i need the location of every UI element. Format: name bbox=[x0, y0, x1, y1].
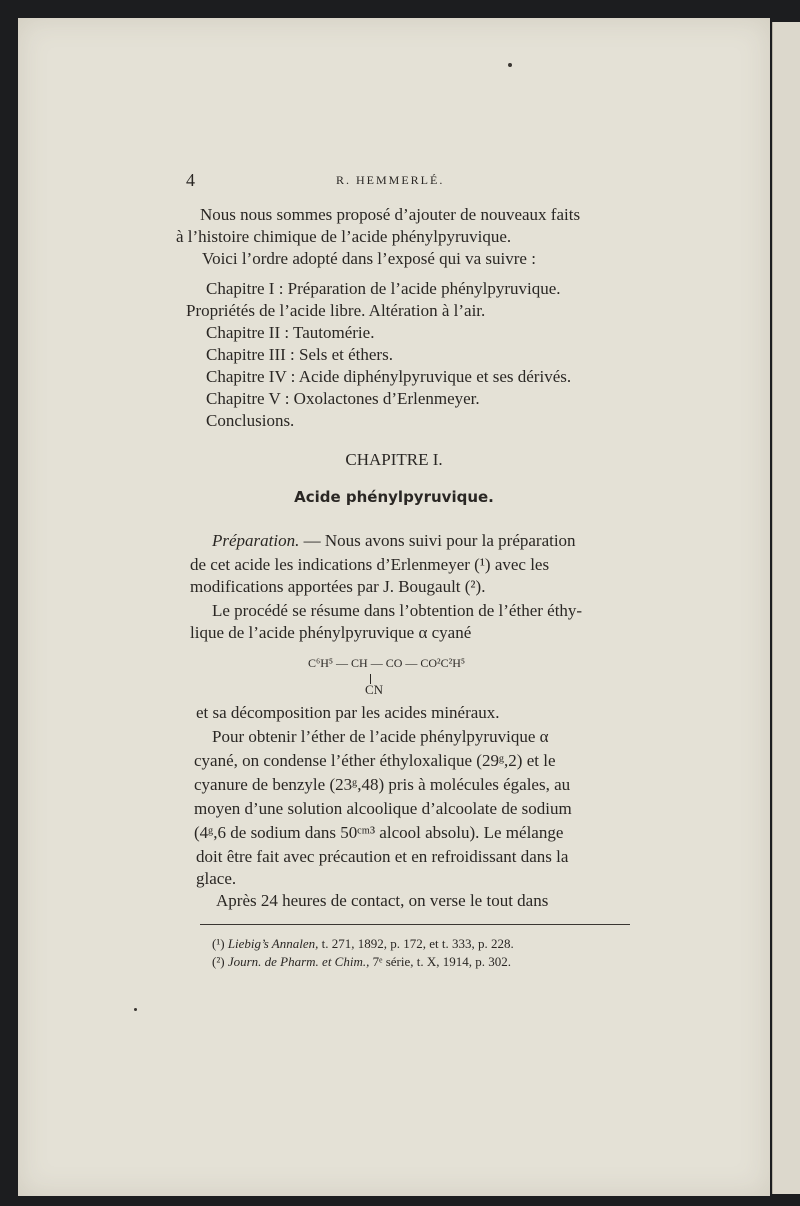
adjacent-page-edge bbox=[772, 22, 800, 1194]
preparation-line: modifications apportées par J. Bougault (²). bbox=[190, 577, 486, 596]
running-header: R. HEMMERLÉ. bbox=[336, 173, 445, 187]
footnote-rule bbox=[200, 924, 630, 925]
outline-item: Chapitre I : Préparation de l’acide phénylpyruvique. bbox=[206, 279, 561, 298]
body-line: doit être fait avec précaution et en refroidissant dans la bbox=[196, 847, 569, 866]
outline-item: Chapitre III : Sels et éthers. bbox=[206, 345, 393, 364]
intro-line: à l’histoire chimique de l’acide phénylpyruvique. bbox=[176, 227, 512, 246]
chapter-title: CHAPITRE I. bbox=[345, 450, 443, 469]
preparation-lead: Préparation. bbox=[212, 531, 300, 550]
paper-speck bbox=[508, 63, 512, 67]
footnote-source: Liebig’s Annalen, bbox=[227, 936, 319, 951]
body-line: (4ᵍ,6 de sodium dans 50ᶜᵐ³ alcool absolu). Le mélange bbox=[194, 823, 564, 842]
intro-line: Nous nous sommes proposé d’ajouter de nouveaux faits bbox=[200, 205, 581, 224]
chemical-formula: C⁶H⁵ — CH — CO — CO²C²H⁵ bbox=[308, 656, 466, 670]
preparation-line: lique de l’acide phénylpyruvique α cyané bbox=[190, 623, 472, 642]
body-line: et sa décomposition par les acides minéraux. bbox=[196, 703, 500, 722]
outline-item: Chapitre V : Oxolactones d’Erlenmeyer. bbox=[206, 389, 480, 408]
preparation-line: de cet acide les indications d’Erlenmeyer (¹) avec les bbox=[190, 555, 550, 574]
outline-item: Chapitre II : Tautomérie. bbox=[206, 323, 375, 342]
preparation-line-rest: — Nous avons suivi pour la préparation bbox=[299, 531, 576, 550]
footnote-detail: t. 271, 1892, p. 172, et t. 333, p. 228. bbox=[318, 936, 514, 951]
page-number: 4 bbox=[186, 170, 195, 190]
body-line: moyen d’une solution alcoolique d’alcoolate de sodium bbox=[194, 799, 572, 818]
intro-line: Voici l’ordre adopté dans l’exposé qui va suivre : bbox=[202, 249, 536, 268]
footnote bbox=[212, 954, 511, 970]
footnote-detail: 7ᵉ série, t. X, 1914, p. 302. bbox=[369, 954, 511, 969]
outline-item: Conclusions. bbox=[206, 411, 295, 430]
page-text bbox=[18, 18, 770, 1196]
book-page bbox=[18, 18, 770, 1196]
body-line: glace. bbox=[196, 869, 237, 888]
body-line: Pour obtenir l’éther de l’acide phénylpyruvique α bbox=[212, 727, 549, 746]
preparation-line bbox=[212, 530, 576, 552]
outline-item: Chapitre IV : Acide diphénylpyruvique et ses dérivés. bbox=[206, 367, 572, 386]
footnote-mark: (²) bbox=[212, 954, 225, 969]
footnote bbox=[212, 936, 514, 952]
footnote-mark: (¹) bbox=[212, 936, 225, 951]
formula-branch: CN bbox=[365, 682, 384, 697]
body-line: cyané, on condense l’éther éthyloxalique (29ᵍ,2) et le bbox=[194, 751, 556, 770]
paper-speck bbox=[134, 1008, 137, 1011]
footnote-source: Journ. de Pharm. et Chim., bbox=[227, 954, 370, 969]
body-line: cyanure de benzyle (23ᵍ,48) pris à molécules égales, au bbox=[194, 775, 571, 794]
outline-item: Propriétés de l’acide libre. Altération à l’air. bbox=[186, 301, 486, 320]
chapter-subtitle: Acide phénylpyruvique. bbox=[294, 488, 494, 506]
body-line: Après 24 heures de contact, on verse le tout dans bbox=[216, 891, 549, 910]
preparation-line: Le procédé se résume dans l’obtention de l’éther éthy- bbox=[212, 601, 583, 620]
